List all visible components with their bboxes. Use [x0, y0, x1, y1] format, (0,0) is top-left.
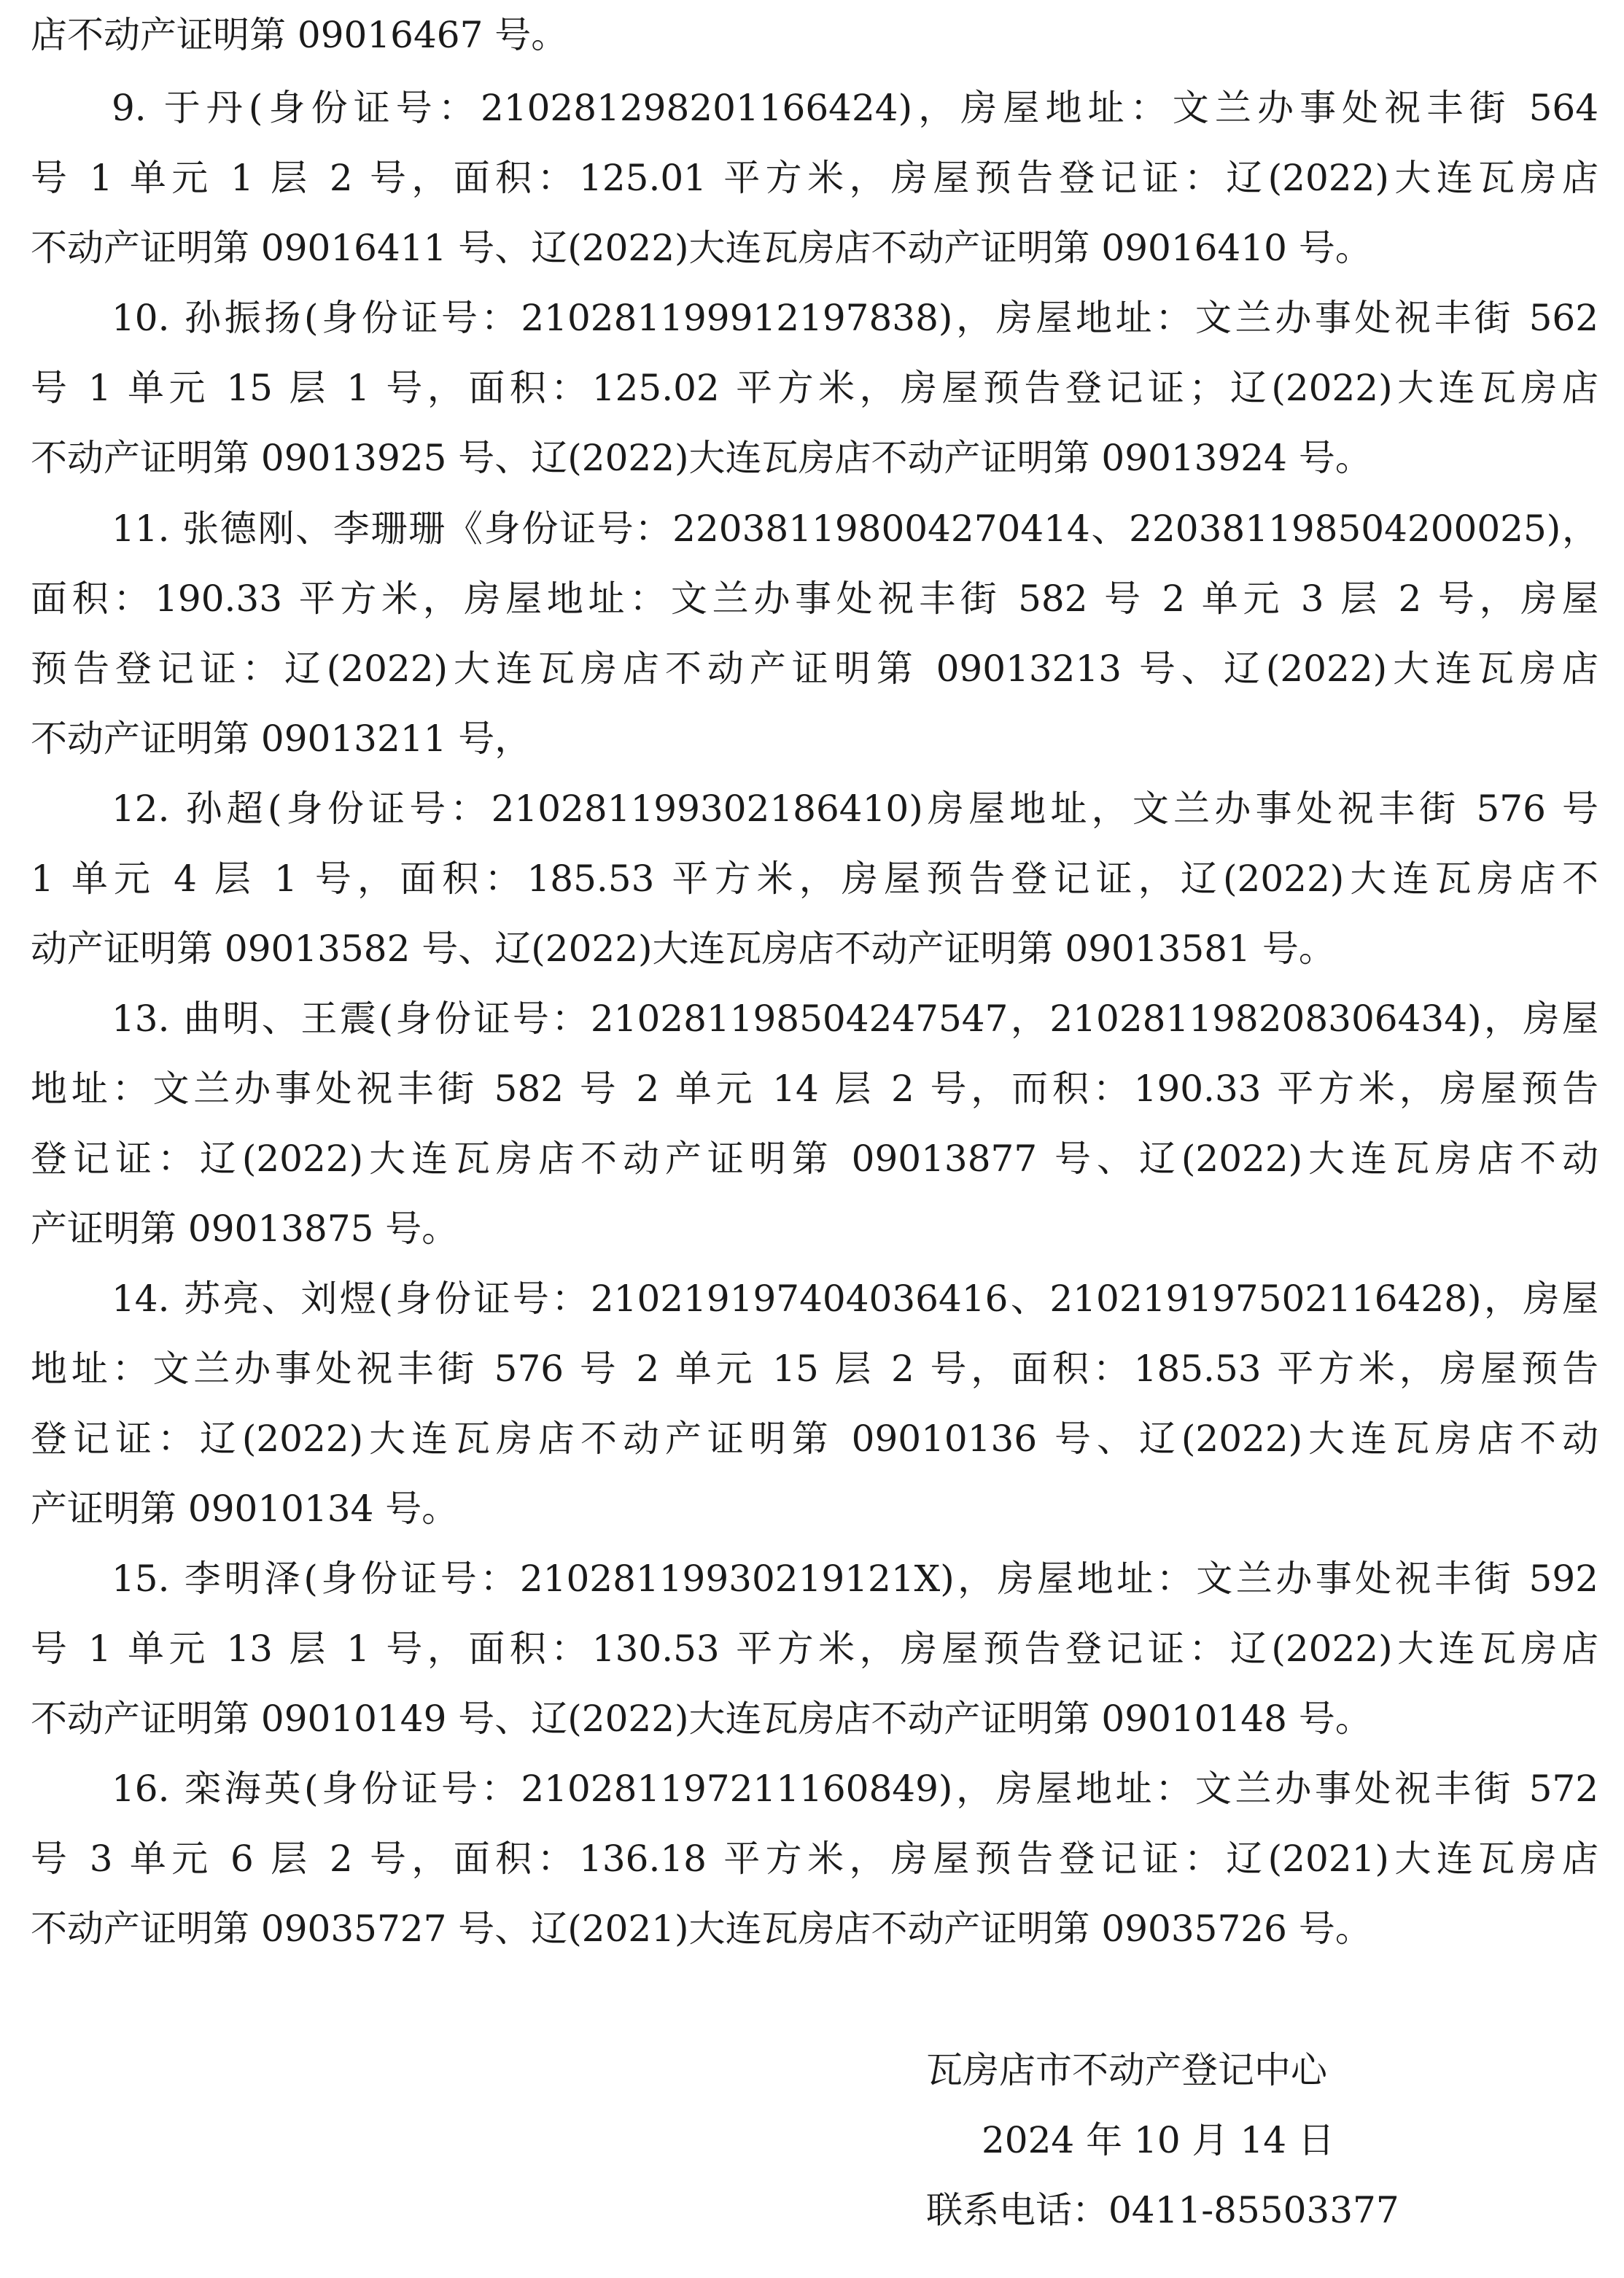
- text-line: 面积：190.33 平方米，房屋地址：文兰办事处祝丰街 582 号 2 单元 3 层 2 号，房屋: [31, 578, 1598, 620]
- text-line: 产证明第 09010134 号。: [31, 1488, 459, 1530]
- text-line: 12. 孙超(身份证号：210281199302186410)房屋地址，文兰办事处祝丰街 576 号: [112, 788, 1598, 830]
- text-line: 号 1 单元 13 层 1 号，面积：130.53 平方米，房屋预告登记证：辽(2022)大连瓦房店: [31, 1628, 1598, 1670]
- text-line: 不动产证明第 09035727 号、辽(2021)大连瓦房店不动产证明第 09035726 号。: [31, 1908, 1372, 1950]
- text-line: 动产证明第 09013582 号、辽(2022)大连瓦房店不动产证明第 09013581 号。: [31, 928, 1335, 970]
- text-line: 不动产证明第 09010149 号、辽(2022)大连瓦房店不动产证明第 09010148 号。: [31, 1698, 1372, 1740]
- text-line: 16. 栾海英(身份证号：210281197211160849)，房屋地址：文兰办事处祝丰街 572: [112, 1768, 1598, 1810]
- text-line: 店不动产证明第 09016467 号。: [31, 14, 568, 56]
- text-line: 号 3 单元 6 层 2 号，面积：136.18 平方米，房屋预告登记证：辽(2021)大连瓦房店: [31, 1838, 1598, 1880]
- text-line: 登记证：辽(2022)大连瓦房店不动产证明第 09013877 号、辽(2022)大连瓦房店不动: [31, 1138, 1598, 1180]
- text-line: 不动产证明第 09013925 号、辽(2022)大连瓦房店不动产证明第 09013924 号。: [31, 437, 1372, 479]
- text-line: 预告登记证：辽(2022)大连瓦房店不动产证明第 09013213 号、辽(2022)大连瓦房店: [31, 648, 1598, 690]
- text-line: 15. 李明泽(身份证号：21028119930219121X)，房屋地址：文兰办事处祝丰街 592: [112, 1558, 1598, 1600]
- text-line: 9. 于丹(身份证号：210281298201166424)，房屋地址：文兰办事处祝丰街 564: [112, 87, 1598, 129]
- contact-phone: 联系电话：0411-85503377: [926, 2189, 1399, 2231]
- signature-org: 瓦房店市不动产登记中心: [926, 2049, 1327, 2091]
- text-line: 1 单元 4 层 1 号，面积：185.53 平方米，房屋预告登记证，辽(2022)大连瓦房店不: [31, 858, 1598, 900]
- text-line: 11. 张德刚、李珊珊《身份证号：220381198004270414、220381198504200025)，: [112, 508, 1598, 550]
- signature-date: 2024 年 10 月 14 日: [982, 2119, 1334, 2161]
- text-line: 地址：文兰办事处祝丰街 576 号 2 单元 15 层 2 号，面积：185.53 平方米，房屋预告: [31, 1348, 1598, 1390]
- text-line: 登记证：辽(2022)大连瓦房店不动产证明第 09010136 号、辽(2022)大连瓦房店不动: [31, 1418, 1598, 1460]
- text-line: 号 1 单元 15 层 1 号，面积：125.02 平方米，房屋预告登记证；辽(2022)大连瓦房店: [31, 367, 1598, 409]
- text-line: 不动产证明第 09016411 号、辽(2022)大连瓦房店不动产证明第 09016410 号。: [31, 227, 1372, 269]
- text-line: 号 1 单元 1 层 2 号，面积：125.01 平方米，房屋预告登记证：辽(2022)大连瓦房店: [31, 157, 1598, 199]
- text-line: 13. 曲明、王震(身份证号：210281198504247547，210281198208306434)，房屋: [112, 998, 1598, 1040]
- text-line: 10. 孙振扬(身份证号：210281199912197838)，房屋地址：文兰办事处祝丰街 562: [112, 297, 1598, 339]
- text-line: 地址：文兰办事处祝丰街 582 号 2 单元 14 层 2 号，而积：190.33 平方米，房屋预告: [31, 1068, 1598, 1110]
- text-line: 产证明第 09013875 号。: [31, 1208, 459, 1250]
- text-line: 14. 苏亮、刘煜(身份证号：210219197404036416、210219197502116428)，房屋: [112, 1278, 1598, 1320]
- text-line: 不动产证明第 09013211 号，: [31, 718, 532, 760]
